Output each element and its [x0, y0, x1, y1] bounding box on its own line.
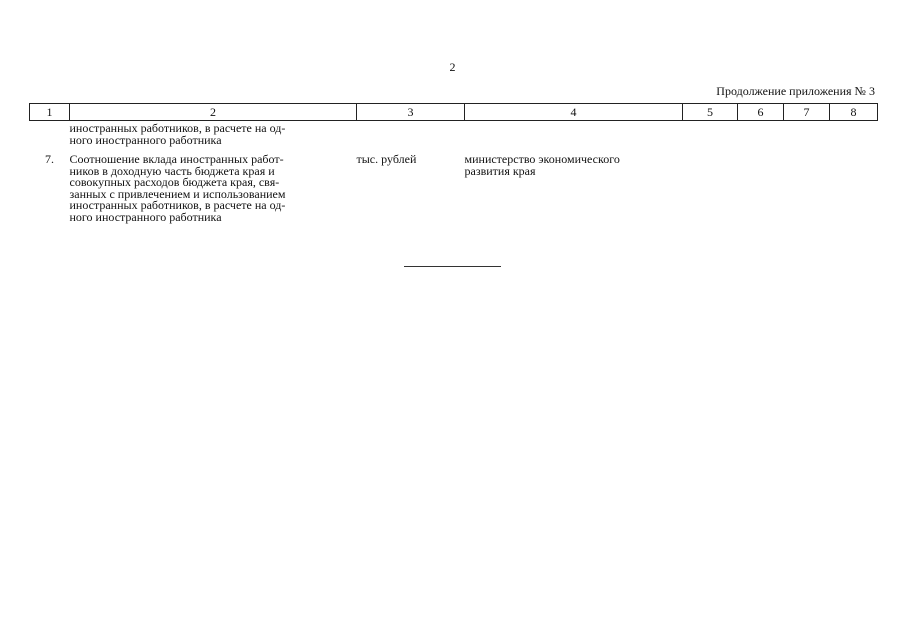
- cell-7: [784, 121, 830, 147]
- cell-8: [830, 146, 878, 223]
- cell-5: [683, 146, 738, 223]
- continuation-label: Продолжение приложения № 3: [716, 84, 875, 98]
- column-header: 1: [30, 104, 70, 121]
- cell-num: 7.: [45, 152, 54, 166]
- indicators-table: [29, 103, 878, 223]
- column-header: 6: [738, 104, 784, 121]
- table-row-7: [30, 146, 878, 223]
- cell-unit: [357, 121, 465, 147]
- cell-department: [465, 121, 683, 147]
- indicator-text-line: иностранных работников, в расчете на од-: [69, 121, 286, 135]
- column-header: 8: [830, 104, 878, 121]
- cell-8: [830, 121, 878, 147]
- column-header: 2: [70, 104, 357, 121]
- cell-unit: тыс. рублей: [356, 152, 417, 166]
- indicator-text-line: совокупных расходов бюджета края, свя-: [69, 175, 280, 189]
- department-text-line: развития края: [464, 163, 536, 178]
- indicator-text-line: ного иностранного работника: [69, 132, 222, 147]
- page-number: 2: [449, 60, 456, 74]
- indicator-text-line: Соотношение вклада иностранных работ-: [69, 152, 284, 166]
- cell-indicator: [70, 146, 357, 223]
- indicator-text-line: ного иностранного работника: [69, 209, 222, 224]
- indicator-text-line: ников в доходную часть бюджета края и: [69, 163, 275, 178]
- end-of-document-rule: [404, 266, 501, 267]
- cell-num: [30, 121, 70, 147]
- cell-department: [465, 146, 683, 223]
- indicator-text-line: занных с привлечением и использованием: [69, 186, 286, 201]
- column-header: 7: [784, 104, 830, 121]
- cell-6: [738, 121, 784, 147]
- indicator-text-line: иностранных работников, в расчете на од-: [69, 198, 286, 212]
- column-header: 3: [357, 104, 465, 121]
- cell-6: [738, 146, 784, 223]
- table-row-continued: [30, 121, 878, 147]
- column-header: 4: [465, 104, 683, 121]
- cell-indicator-continued: [70, 121, 357, 147]
- table-header-row: [30, 104, 878, 121]
- department-text-line: министерство экономического: [464, 152, 620, 166]
- cell-7: [784, 146, 830, 223]
- cell-5: [683, 121, 738, 147]
- column-header: 5: [683, 104, 738, 121]
